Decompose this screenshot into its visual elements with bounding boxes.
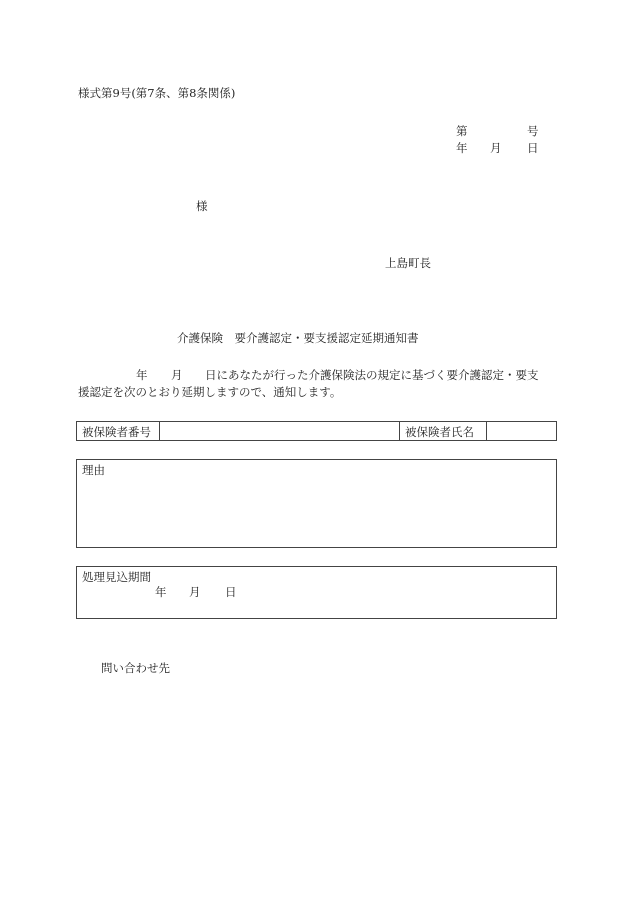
body-year: 年	[136, 368, 148, 382]
form-number: 様式第9号(第7条、第8条関係)	[78, 86, 236, 100]
processing-period-label: 処理見込期間	[82, 570, 151, 584]
reason-label: 理由	[82, 463, 105, 477]
header-month: 月	[490, 141, 502, 155]
header-year: 年	[456, 141, 468, 155]
body-line1: 日にあなたが行った介護保険法の規定に基づく要介護認定・要支	[205, 368, 539, 382]
processing-month: 月	[189, 585, 201, 599]
processing-period-box[interactable]	[76, 566, 557, 619]
issuer: 上島町長	[385, 256, 431, 270]
insured-name-label: 被保険者氏名	[399, 422, 486, 440]
reason-box[interactable]	[76, 459, 557, 548]
processing-day: 日	[225, 585, 237, 599]
insured-name-value[interactable]	[486, 422, 556, 440]
body-line2: 援認定を次のとおり延期しますので、通知します。	[78, 385, 342, 399]
insured-info-table	[76, 421, 557, 441]
processing-year: 年	[155, 585, 167, 599]
body-month: 月	[171, 368, 183, 382]
insured-number-value[interactable]	[159, 422, 399, 440]
contact-label: 問い合わせ先	[101, 661, 170, 675]
header-dai: 第	[456, 124, 468, 138]
document-title: 介護保険 要介護認定・要支援認定延期通知書	[177, 331, 419, 345]
header-go: 号	[527, 124, 539, 138]
insured-number-label: 被保険者番号	[82, 425, 151, 439]
addressee-sama: 様	[196, 199, 208, 213]
header-day: 日	[527, 141, 539, 155]
